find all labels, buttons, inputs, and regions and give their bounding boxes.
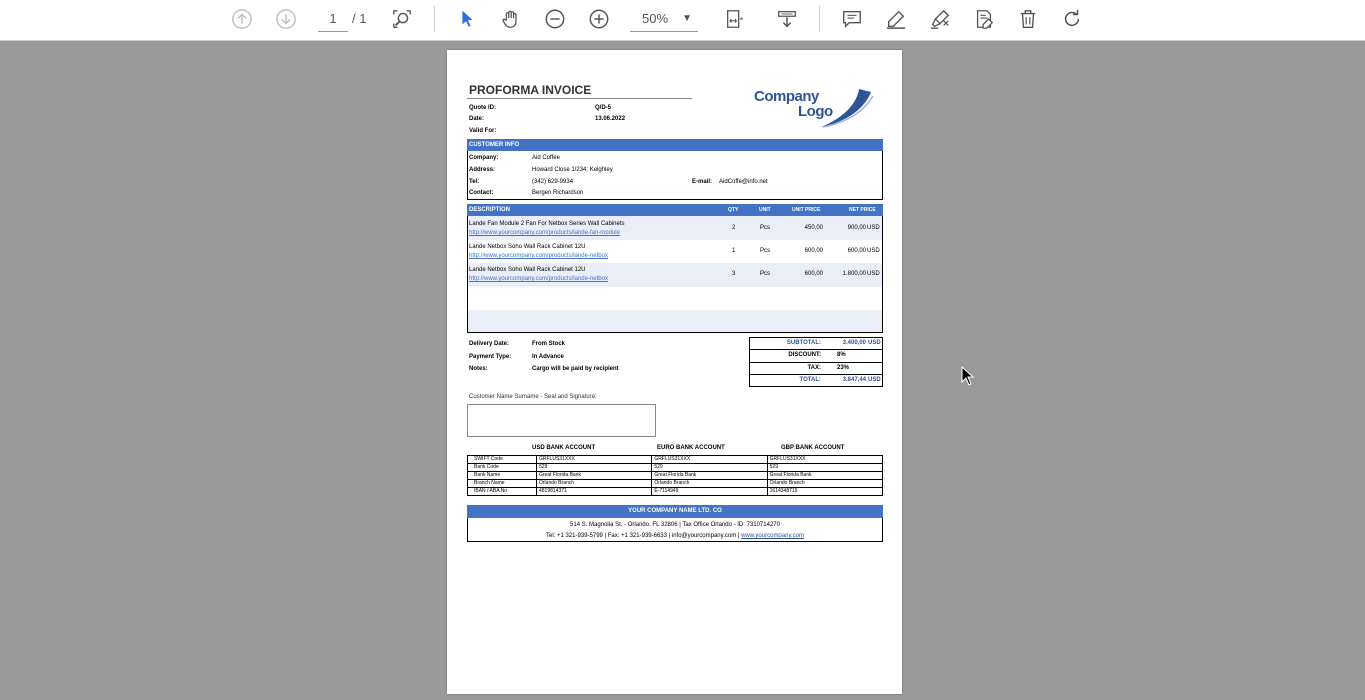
arrow-down-icon[interactable] [271, 5, 301, 33]
item-link[interactable]: http://www.yourcompany.com/products/lande-netbox [469, 276, 608, 282]
item-name: Lande Fan Module 2 Fan For Netbox Series Wall Cabinets [469, 221, 625, 227]
zoom-out-icon[interactable] [540, 5, 570, 33]
table-row [468, 488, 883, 496]
bank-row-label: SWIFT Code [468, 456, 537, 464]
items-header [467, 204, 883, 216]
item-net-price: 900,00 [847, 225, 866, 231]
item-unit-price: 600,00 [804, 271, 823, 277]
total-label: TOTAL: [799, 377, 821, 383]
totals-divider [749, 374, 883, 375]
item-currency: USD [867, 225, 880, 231]
footer-company: YOUR COMPANY NAME LTD. CO [467, 505, 883, 518]
quote-label: Quote ID: [469, 105, 496, 111]
bank-gbp-value: Orlando Branch [767, 480, 882, 488]
usd-bank-title: USD BANK ACCOUNT [532, 445, 596, 451]
subtotal-label: SUBTOTAL: [786, 340, 821, 346]
item-currency: USD [867, 271, 880, 277]
bank-usd-value: GRFLUS31XXX [537, 456, 652, 464]
payment-label: Payment Type: [469, 354, 512, 360]
email-value: AidCoffe@info.net [719, 179, 768, 185]
mouse-cursor-icon [961, 366, 975, 386]
item-link[interactable]: http://www.yourcompany.com/products/lande-netbox [469, 253, 608, 259]
contact-label: Contact: [469, 190, 494, 196]
gbp-bank-title: GBP BANK ACCOUNT [781, 445, 845, 451]
col-description: DESCRIPTION [469, 207, 511, 213]
footer-website-link[interactable]: www.yourcompany.com [741, 533, 805, 539]
tax-value: 23% [837, 365, 850, 371]
item-unit: Pcs [760, 271, 771, 277]
page-number-input[interactable]: 1 [318, 7, 348, 32]
page-total: / 1 [352, 11, 367, 26]
edit-icon[interactable] [969, 5, 999, 33]
footer-contact: Tel: +1 321-939-5799 | Fax: +1 321-939-6633 | info@yourcompany.com | [545, 533, 742, 539]
payment-value: In Advance [532, 354, 564, 360]
search-icon[interactable] [387, 5, 417, 33]
zoom-in-icon[interactable] [584, 5, 614, 33]
invoice-title: PROFORMA INVOICE [469, 83, 592, 97]
item-currency: USD [867, 248, 880, 254]
total-currency: USD [868, 377, 881, 383]
pen-icon[interactable] [881, 5, 911, 33]
tax-label: TAX: [807, 365, 821, 371]
download-icon[interactable] [772, 5, 802, 33]
redo-icon[interactable] [1057, 5, 1087, 33]
delivery-label: Delivery Date: [469, 341, 510, 347]
item-unit-price: 450,00 [804, 225, 823, 231]
highlighter-icon[interactable] [925, 5, 955, 33]
item-name: Lande Netbox Soho Wall Rack Cabinet 12U [469, 267, 586, 273]
bank-usd-value: Great Florida Bank [537, 472, 652, 480]
signature-label: Customer Name Surname - Seal and Signature: [469, 394, 597, 400]
discount-label: DISCOUNT: [788, 352, 821, 358]
bank-usd-value: 529 [537, 464, 652, 472]
arrow-up-icon[interactable] [227, 5, 257, 33]
bank-gbp-value: Great Florida Bank [767, 472, 882, 480]
bank-row-label: Bank Code [468, 464, 537, 472]
bank-euro-value: GRFLUS31XXX [652, 456, 767, 464]
signature-box [467, 404, 656, 437]
address-label: Address: [469, 167, 496, 173]
bank-usd-value: 4819814371 [537, 488, 652, 496]
table-row [468, 464, 883, 472]
bank-row-label: Bank Name [468, 472, 537, 480]
trash-icon[interactable] [1013, 5, 1043, 33]
subtotal-value: 3.400,00 [842, 340, 866, 346]
euro-bank-title: EURO BANK ACCOUNT [657, 445, 725, 451]
item-qty: 2 [732, 225, 736, 231]
zoom-select[interactable] [630, 7, 698, 32]
select-cursor-icon[interactable] [452, 5, 482, 33]
bank-gbp-value: GRFLUS31XXX [767, 456, 882, 464]
valid-label: Valid For: [469, 128, 497, 134]
totals-divider [749, 349, 883, 350]
bank-usd-value: Orlando Branch [537, 480, 652, 488]
bank-table [467, 455, 883, 496]
quote-value: Q/D-5 [595, 105, 612, 111]
customer-info-header: CUSTOMER INFO [467, 139, 883, 151]
footer-address: 514 S. Magnolia St. - Orlando, FL 32806 | Tax Office Orlando - ID: 7310714270 [570, 522, 780, 528]
pdf-toolbar [0, 0, 1365, 41]
row-shade [468, 310, 882, 332]
total-value: 3.847,44 [842, 377, 866, 383]
bank-euro-value: 529 [652, 464, 767, 472]
tel-value: (342) 629-9934 [532, 179, 574, 185]
bank-euro-value: Great Florida Bank [652, 472, 767, 480]
item-link[interactable]: http://www.yourcompany.com/products/lande-fan-module [469, 230, 620, 236]
title-underline [467, 98, 692, 99]
table-row [468, 480, 883, 488]
fit-page-icon[interactable] [720, 5, 750, 33]
bank-row-label: Branch Name [468, 480, 537, 488]
totals-divider [749, 362, 883, 363]
toolbar-divider [819, 6, 820, 32]
bank-gbp-value: 1614348719 [767, 488, 882, 496]
company-label: Company: [469, 155, 499, 161]
item-unit: Pcs [760, 225, 771, 231]
item-name: Lande Netbox Soho Wall Rack Cabinet 12U [469, 244, 586, 250]
item-qty: 1 [732, 248, 736, 254]
contact-value: Bergen Richardson [532, 190, 584, 196]
bank-gbp-value: 529 [767, 464, 882, 472]
discount-value: 8% [837, 352, 846, 358]
bank-euro-value: Orlando Branch [652, 480, 767, 488]
bank-euro-value: E-7114949 [652, 488, 767, 496]
item-unit: Pcs [760, 248, 771, 254]
email-label: E-mail: [692, 179, 713, 185]
swoosh-icon [817, 86, 875, 128]
col-unit: UNIT [759, 207, 771, 213]
zoom-value: 50% [642, 11, 669, 26]
col-unit-price: UNIT PRICE [792, 207, 821, 213]
address-value: Howard Close 1/234; Keighley [532, 167, 613, 173]
table-row [468, 456, 883, 464]
item-net-price: 600,00 [847, 248, 866, 254]
hand-icon[interactable] [496, 5, 526, 33]
company-value: Aid Coffee [532, 155, 560, 161]
chevron-down-icon: ▼ [682, 13, 692, 24]
tel-label: Tel: [469, 179, 480, 185]
subtotal-currency: USD [868, 340, 881, 346]
date-value: 13.06.2022 [595, 116, 626, 122]
comment-icon[interactable] [837, 5, 867, 33]
item-unit-price: 600,00 [804, 248, 823, 254]
notes-label: Notes: [469, 366, 488, 372]
item-net-price: 1.800,00 [842, 271, 866, 277]
delivery-value: From Stock [532, 341, 566, 347]
pdf-page [447, 50, 902, 694]
date-label: Date: [469, 116, 485, 122]
col-net-price: NET PRICE [849, 207, 876, 213]
footer-contact-line [467, 532, 883, 540]
company-logo: Company Logo [747, 86, 877, 128]
bank-row-label: IBAN / ABA No [468, 488, 537, 496]
item-qty: 3 [732, 271, 736, 277]
toolbar-divider [434, 6, 435, 32]
table-row [468, 472, 883, 480]
notes-value: Cargo will be paid by recipient [532, 366, 619, 372]
col-qty: QTY [728, 207, 739, 213]
